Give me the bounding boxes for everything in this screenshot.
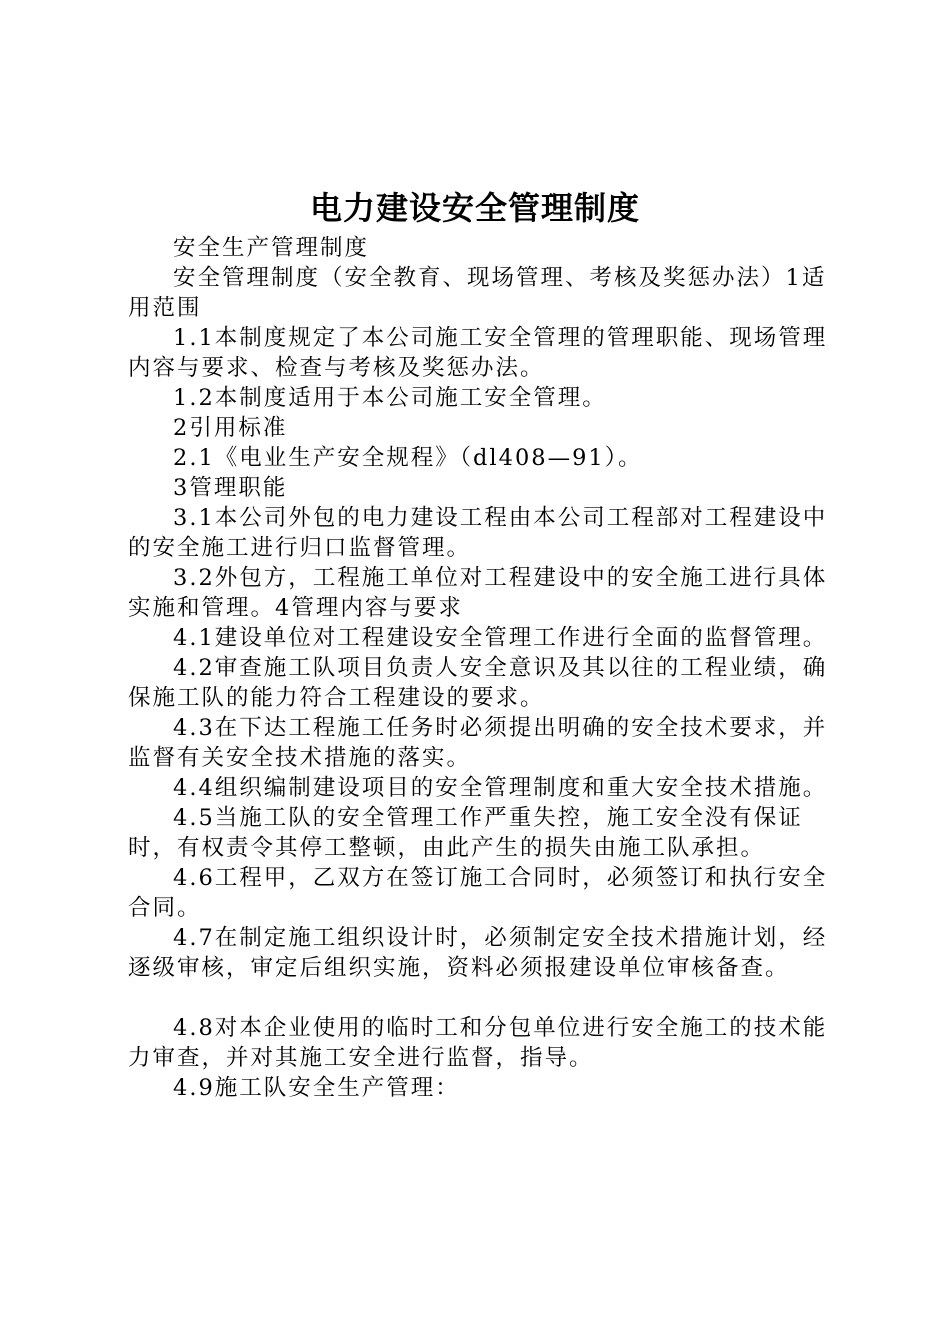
paragraph: 1.1本制度规定了本公司施工安全管理的管理职能、现场管理内容与要求、检查与考核及奖惩办法。 — [128, 325, 828, 381]
paragraph: 4.1建设单位对工程建设安全管理工作进行全面的监督管理。 — [173, 625, 828, 651]
paragraph: 1.2本制度适用于本公司施工安全管理。 — [173, 385, 607, 411]
paragraph: 4.3在下达工程施工任务时必须提出明确的安全技术要求，并监督有关安全技术措施的落实。 — [128, 715, 828, 771]
paragraph: 4.9施工队安全生产管理： — [173, 1075, 460, 1101]
paragraph: 2.1《电业生产安全规程》（dl408—91）。 — [173, 445, 643, 471]
paragraph: 安全生产管理制度 — [173, 235, 370, 261]
section-heading: 2引用标准 — [173, 415, 288, 441]
paragraph: 4.7在制定施工组织设计时，必须制定安全技术措施计划，经逐级审核，审定后组织实施，资料必须报建设单位审核备查。 — [128, 925, 828, 981]
paragraph: 4.5当施工队的安全管理工作严重失控，施工安全没有保证时，有权责令其停工整顿，由此产生的损失由施工队承担。 — [128, 805, 803, 861]
paragraph: 3.2外包方，工程施工单位对工程建设中的安全施工进行具体实施和管理。4管理内容与要求 — [128, 565, 828, 621]
paragraph: 4.6工程甲，乙双方在签订施工合同时，必须签订和执行安全合同。 — [128, 865, 828, 921]
document-title: 电力建设安全管理制度 — [309, 189, 640, 227]
document-body — [128, 233, 836, 1103]
paragraph: 安全管理制度（安全教育、现场管理、考核及奖惩办法）1适用范围 — [128, 265, 827, 321]
paragraph: 3.1本公司外包的电力建设工程由本公司工程部对工程建设中的安全施工进行归口监督管理。 — [128, 505, 828, 561]
paragraph: 4.8对本企业使用的临时工和分包单位进行安全施工的技术能力审查，并对其施工安全进行监督，指导。 — [128, 1015, 828, 1071]
paragraph: 4.2审查施工队项目负责人安全意识及其以往的工程业绩，确保施工队的能力符合工程建设的要求。 — [128, 655, 828, 711]
paragraph: 4.4组织编制建设项目的安全管理制度和重大安全技术措施。 — [173, 775, 828, 801]
section-heading: 3管理职能 — [173, 475, 288, 501]
